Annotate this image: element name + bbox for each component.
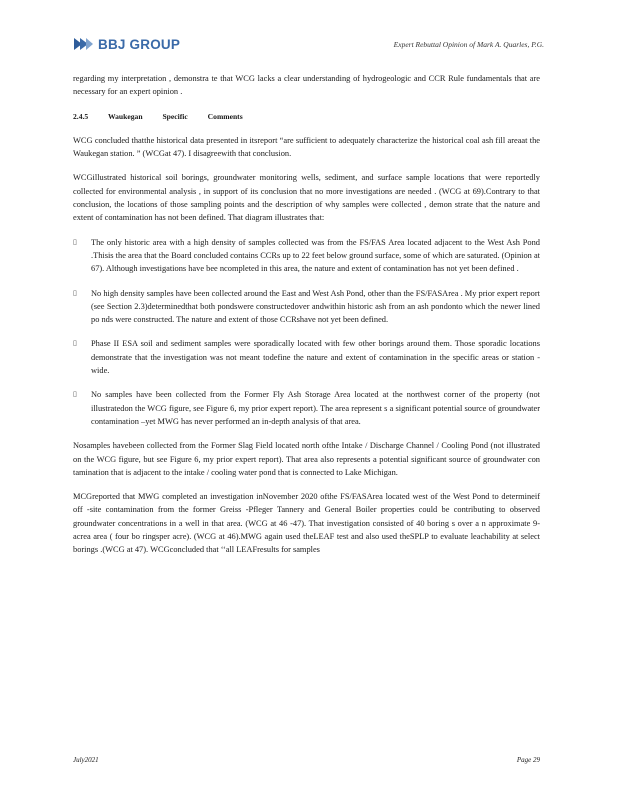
- paragraph: Nosamples havebeen collected from the Former Slag Field located north ofthe Intake / Discharge Channel / Cooling Pond (not illustrated on the WCG figure, but see Figure 6, my prior expert report). That area also represents a potential significant source of groundwater con tamination that is adjacent to the intake / cooling water pond that is connected to Lake Michigan.: [73, 441, 540, 477]
- list-item: [73, 287, 540, 327]
- paragraph: WCG concluded thatthe historical data presented in itsreport “are sufficient to adequately characterize the historical coal ash fill areaat the Waukegan station. ” (WCGat 47). I disagreewith that conclusion.: [73, 135, 540, 159]
- list-item: [73, 388, 540, 428]
- document-header-title: Expert Rebuttal Opinion of Mark A. Quarles, P.G.: [393, 40, 544, 49]
- paragraph-continuation: regarding my interpretation , demonstra te that WCG lacks a clear understanding of hydrogeologic and CCR Rule fundamentals that are necessary for an expert opinion .: [73, 74, 540, 97]
- bullet-marker-icon: ▯: [73, 237, 77, 246]
- list-item: [73, 337, 540, 377]
- bullet-list: [73, 236, 540, 429]
- company-logo: [72, 34, 180, 54]
- bbj-logo-icon: [72, 34, 94, 54]
- list-item-text: Phase II ESA soil and sediment samples were sporadically located with few other borings around them. Those sporadic locations demonstrate that the investigation was not meant todefine the nature and extent of contamination in the specific areas or station -wide.: [91, 339, 540, 376]
- bullet-marker-icon: ▯: [73, 339, 77, 348]
- section-heading: 2.4.5 Waukegan Specific Comments: [73, 111, 243, 121]
- list-item-text: No samples have been collected from the Former Fly Ash Storage Area located at the northwest corner of the property (not illustratedon the WCG figure, see Figure 6, my prior expert report). The area represent s a significant potential source of groundwater contamination –yet MWG has never performed an in-depth analysis of that area.: [91, 390, 540, 426]
- logo-text: BBJ GROUP: [98, 36, 181, 52]
- page-number: Page 29: [516, 756, 540, 764]
- list-item: [73, 236, 540, 276]
- paragraph: WCGillustrated historical soil borings, groundwater monitoring wells, sediment, and surface sample locations that were reportedly collected for environmental analysis , in support of its conclusion that no more investigations are needed . (WCG at 69).Contrary to that conclusion, the locations of those sampling points and the description of why samples were collected , demon strate that the nature and extent of contamination has not been defined. That diagram illustrates that:: [73, 173, 540, 223]
- footer-date: July2021: [73, 756, 99, 764]
- document-body: [73, 72, 540, 568]
- bullet-marker-icon: ▯: [73, 288, 77, 297]
- paragraph: MCGreported that MWG completed an investigation inNovember 2020 ofthe FS/FASArea located west of the West Pond to determineif off -site contamination from the former Greiss -Pfleger Tannery and General Boiler properties could be contributing to observed groundwater concentrations in a well in that area. (WCG at 46 -47). That investigation consisted of 40 boring s over a n approximate 9-acrea area ( four bo ringsper acre). (WCG at 46).MWG again used theLEAF test and also used theSPLP to evaluate leachability at select borings .(WCG at 47). WCGconcluded that ‘‘all LEAFresults for samples: [73, 492, 540, 555]
- list-item-text: The only historic area with a high density of samples collected was from the FS/FAS Area located adjacent to the West Ash Pond .Thisis the area that the Board concluded contains CCRs up to 22 feet below ground surface, some of which are saturated. (Opinion at 67). Although investigations have bee ncompleted in this area, the nature and extent of contamination has not yet been defined .: [91, 237, 540, 274]
- bullet-marker-icon: ▯: [73, 390, 77, 399]
- list-item-text: No high density samples have been collected around the East and West Ash Pond, other than the FS/FASArea . My prior expert report (see Section 2.3)determinedthat both pondswere constructedover andwithin historic ash from an ash pondonto which the newer lined po nds were constructed. The nature and extent of those CCRshave not yet been defined.: [91, 288, 540, 325]
